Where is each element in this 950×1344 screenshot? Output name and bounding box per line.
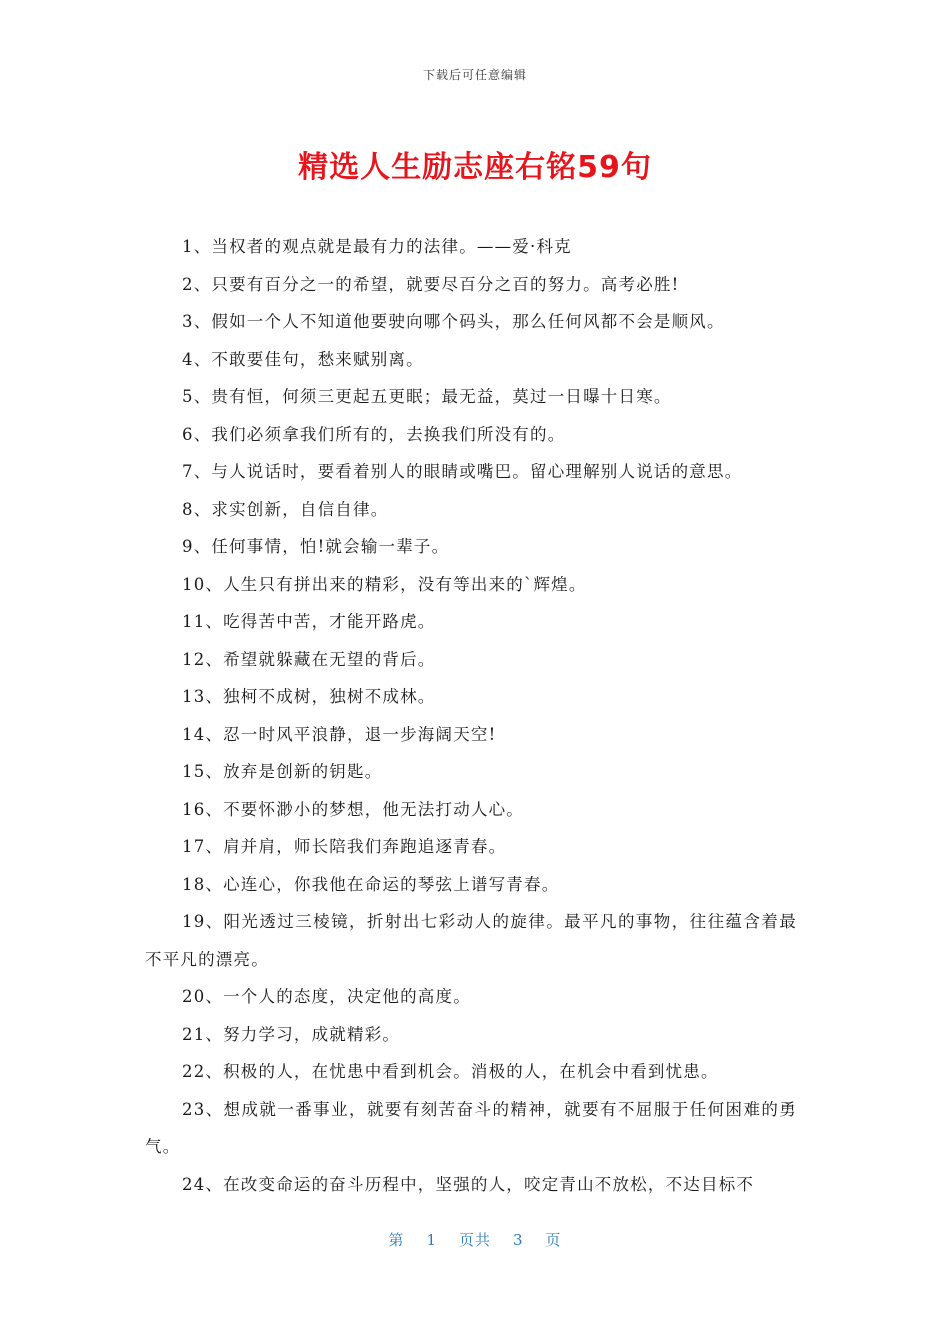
footer-page-current: 1 xyxy=(426,1231,437,1249)
list-item: 14、忍一时风平浪静，退一步海阔天空! xyxy=(182,724,497,744)
list-item: 6、我们必须拿我们所有的，去换我们所没有的。 xyxy=(182,424,566,444)
list-item: 15、放弃是创新的钥匙。 xyxy=(182,762,383,781)
list-item: 16、不要怀渺小的梦想，他无法打动人心。 xyxy=(182,799,524,819)
list-item: 9、任何事情，怕!就会输一辈子。 xyxy=(182,537,450,556)
list-item: 3、假如一个人不知道他要驶向哪个码头，那么任何风都不会是顺风。 xyxy=(182,312,725,331)
list-item: 2、只要有百分之一的希望，就要尽百分之百的努力。高考必胜! xyxy=(182,274,680,294)
footer-page-suffix: 页 xyxy=(545,1231,562,1249)
footer-page-middle: 页共 xyxy=(458,1231,491,1249)
list-item: 11、吃得苦中苦，才能开路虎。 xyxy=(182,612,436,631)
footer-page-prefix: 第 xyxy=(388,1231,405,1249)
list-item: 13、独柯不成树，独树不成林。 xyxy=(182,687,436,706)
list-item: 10、人生只有拼出来的精彩，没有等出来的`辉煌。 xyxy=(182,574,587,594)
list-item: 7、与人说话时，要看着别人的眼睛或嘴巴。留心理解别人说话的意思。 xyxy=(182,462,743,481)
quote-list xyxy=(145,228,797,1203)
list-item: 8、求实创新，自信自律。 xyxy=(182,499,389,519)
list-item: 4、不敢要佳句，愁来赋别离。 xyxy=(182,349,424,369)
header-note: 下载后可任意编辑 xyxy=(422,68,527,82)
list-item: 23、想成就一番事业，就要有刻苦奋斗的精神，就要有不屈服于任何困难的勇气。 xyxy=(145,1099,797,1156)
footer-page-total: 3 xyxy=(513,1231,524,1249)
list-item: 5、贵有恒，何须三更起五更眠；最无益，莫过一日曝十日寒。 xyxy=(182,387,672,406)
list-item: 19、阳光透过三棱镜，折射出七彩动人的旋律。最平凡的事物，往往蕴含着最不平凡的漂亮。 xyxy=(145,912,797,969)
list-item: 24、在改变命运的奋斗历程中，坚强的人，咬定青山不放松，不达目标不 xyxy=(182,1174,755,1194)
document-title: 精选人生励志座右铭59句 xyxy=(298,150,652,185)
list-item: 18、心连心，你我他在命运的琴弦上谱写青春。 xyxy=(182,874,560,894)
list-item: 17、肩并肩，师长陪我们奔跑追逐青春。 xyxy=(182,837,507,856)
page-footer xyxy=(0,1229,950,1250)
list-item: 21、努力学习，成就精彩。 xyxy=(182,1024,401,1044)
list-item: 20、一个人的态度，决定他的高度。 xyxy=(182,987,471,1006)
list-item: 12、希望就躲藏在无望的背后。 xyxy=(182,649,436,669)
list-item: 1、当权者的观点就是最有力的法律。——爱·科克 xyxy=(182,237,572,256)
list-item: 22、积极的人，在忧患中看到机会。消极的人，在机会中看到忧患。 xyxy=(182,1062,719,1081)
